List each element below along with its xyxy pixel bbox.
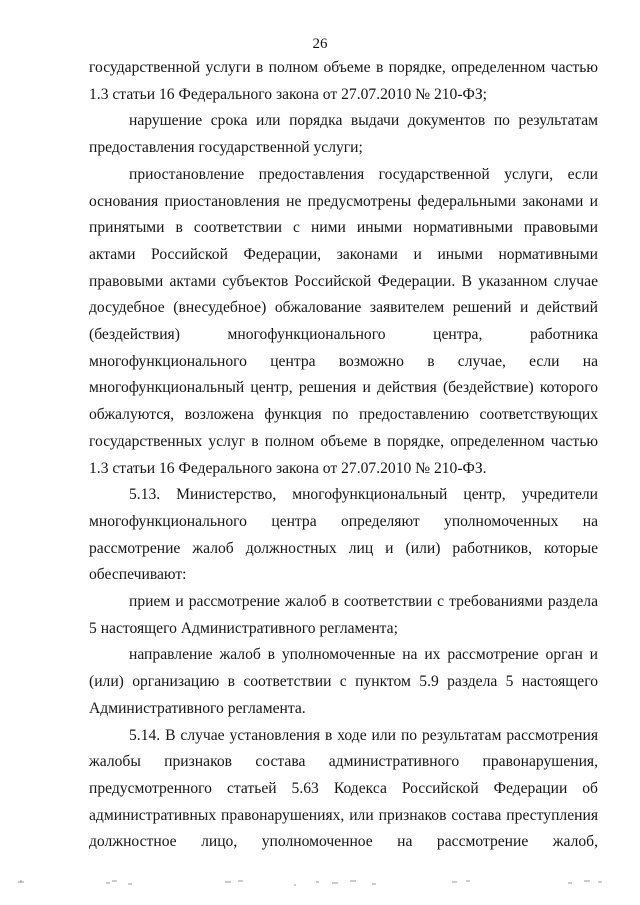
page-number: 26 [312, 36, 328, 52]
paragraph-suspension: приостановление предоставления государственной услуги, если основания приостановления не предусмотрены федеральными законами и принятыми в соответствии с ними иными нормативными правовыми актами Российской Федерации, законами и иными нормативными правовыми актами субъектов Российской Федерации. В указанном случае досудебное (внесудебное) обжалование заявителем решений и действий (бездействия) многофункционального центра, работника многофункционального центра возможно в случае, если на многофункциональный центр, решения и действия (бездействие) которого обжалуются, возложена функция по предоставлению соответствующих государственных услуг в полном объеме в порядке, определенном частью 1.3 статьи 16 Федерального закона от 27.07.2010 № 210-ФЗ. [89, 165, 598, 477]
paragraph-5-13: 5.13. Министерство, многофункциональный центр, учредители многофункционального центра определяют уполномоченных на рассмотрение жалоб должностных лиц и (или) работников, которые обеспечивают: [89, 486, 598, 584]
paragraph-continuation: государственной услуги в полном объеме в порядке, определенном частью 1.3 статьи 16 Федерального закона от 27.07.2010 № 210-ФЗ; [89, 59, 598, 103]
paragraph-deadline-violation: нарушение срока или порядка выдачи документов по результатам предоставления государственной услуги; [89, 112, 598, 157]
scan-artifact [0, 878, 640, 888]
paragraph-5-14: 5.14. В случае установления в ходе или по результатам рассмотрения жалобы признаков состава административного правонарушения, предусмотренного статьей 5.63 Кодекса Российской Федерации об административных правонарушениях, или признаков состава преступления должностное лицо, уполномоченное на рассмотрение жалоб, [89, 726, 598, 851]
paragraph-complaint-referral: направление жалоб в уполномоченные на их рассмотрение орган и (или) организацию в соответствии с пунктом 5.9 раздела 5 настоящего Административного регламента. [89, 646, 598, 717]
document-body [89, 55, 598, 856]
paragraph-complaint-review: прием и рассмотрение жалоб в соответствии с требованиями раздела 5 настоящего Административного регламента; [89, 593, 598, 637]
